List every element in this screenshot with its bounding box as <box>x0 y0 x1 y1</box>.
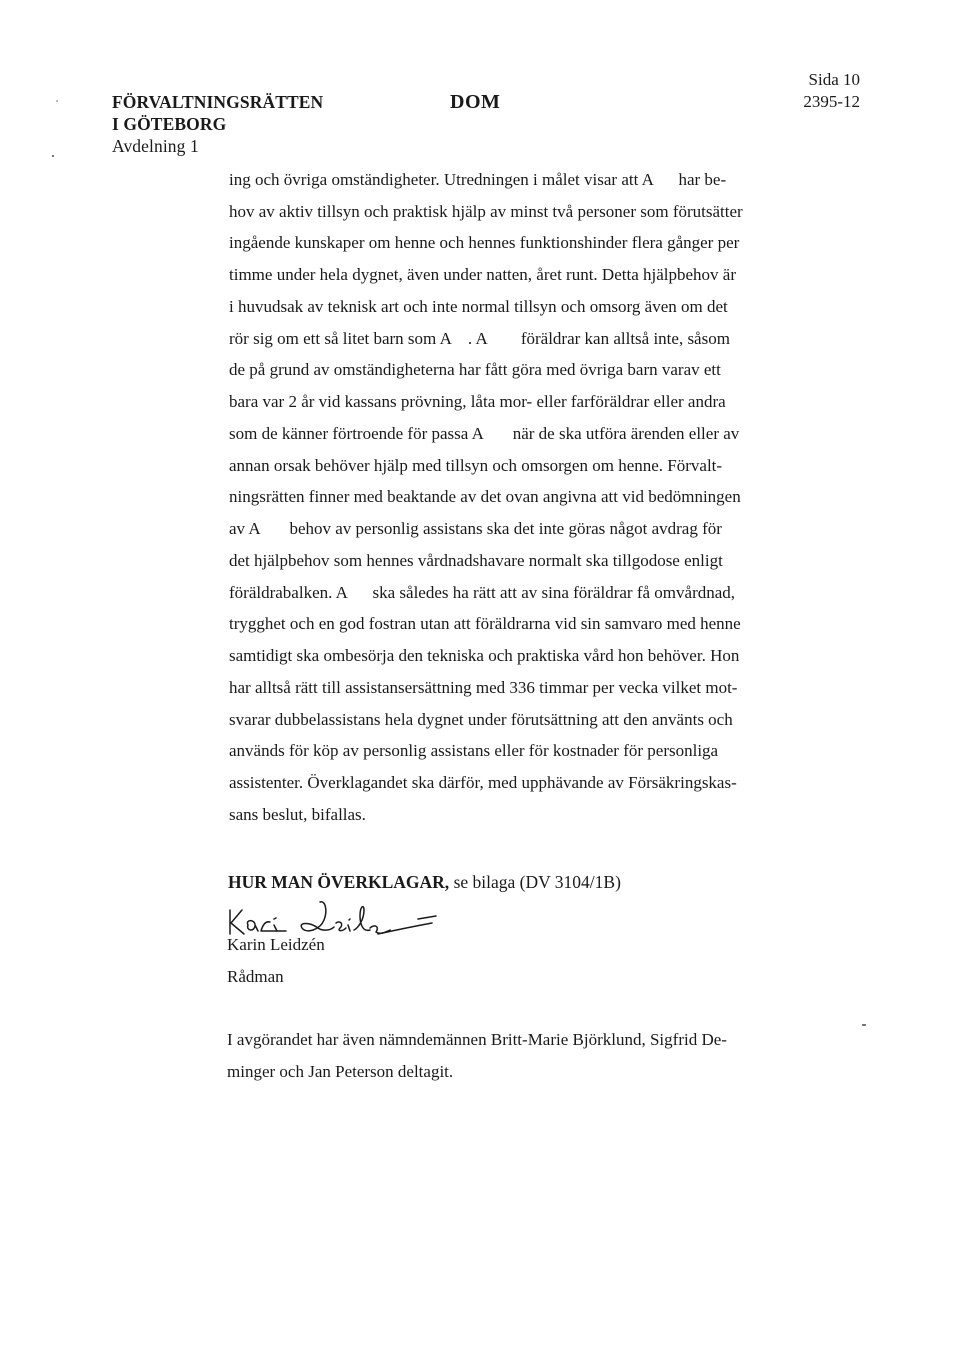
page-info <box>803 69 860 113</box>
body-line: det hjälpbehov som hennes vårdnadshavare normalt ska tillgodose enligt <box>229 551 723 570</box>
body-line: bara var 2 år vid kassans prövning, låta mor- eller farföräldrar eller andra <box>229 392 726 411</box>
body-line: trygghet och en god fostran utan att föräldrarna vid sin samvaro med henne <box>229 614 741 633</box>
judges-line: I avgörandet har även nämndemännen Britt-Marie Björklund, Sigfrid De- <box>227 1030 727 1049</box>
scan-mark <box>56 100 58 102</box>
court-name-line1: FÖRVALTNINGSRÄTTEN <box>112 92 324 112</box>
signer-title: Rådman <box>227 967 284 986</box>
page-number: Sida 10 <box>808 70 860 89</box>
body-line: svarar dubbelassistans hela dygnet under förutsättning att den använts och <box>229 710 733 729</box>
body-line: ningsrätten finner med beaktande av det ovan angivna att vid bedömningen <box>229 487 741 506</box>
judges-line: minger och Jan Peterson deltagit. <box>227 1062 454 1081</box>
body-line: annan orsak behöver hjälp med tillsyn och omsorgen om henne. Förvalt- <box>229 456 723 475</box>
body-line: föräldrabalken. A ska således ha rätt att av sina föräldrar få omvårdnad, <box>229 583 736 602</box>
scan-mark <box>52 155 54 157</box>
body-line: som de känner förtroende för passa A när de ska utföra ärenden eller av <box>229 424 740 443</box>
body-line: ing och övriga omständigheter. Utredningen i målet visar att A har be- <box>229 170 727 189</box>
signer-name: Karin Leidzén <box>227 935 325 954</box>
scan-mark <box>862 1024 866 1026</box>
body-line: ingående kunskaper om henne och hennes funktionshinder flera gånger per <box>229 233 740 252</box>
department-label: Avdelning 1 <box>112 136 199 156</box>
body-line: av A behov av personlig assistans ska det inte göras något avdrag för <box>229 519 722 538</box>
body-line: assistenter. Överklagandet ska därför, med upphävande av Försäkringskas- <box>229 773 737 792</box>
body-line: har alltså rätt till assistansersättning med 336 timmar per vecka vilket mot- <box>229 678 738 697</box>
body-line: hov av aktiv tillsyn och praktisk hjälp av minst två personer som förutsätter <box>229 202 743 221</box>
appeal-reference: se bilaga (DV 3104/1B) <box>449 872 621 892</box>
document-type-title: DOM <box>450 91 501 113</box>
court-header <box>112 91 323 157</box>
court-name-line2: I GÖTEBORG <box>112 114 227 134</box>
body-line: sans beslut, bifallas. <box>229 805 366 824</box>
body-line: i huvudsak av teknisk art och inte normal tillsyn och omsorg även om det <box>229 297 728 316</box>
body-line: samtidigt ska ombesörja den tekniska och praktiska vård hon behöver. Hon <box>229 646 740 665</box>
body-line: de på grund av omständigheterna har fått göra med övriga barn varav ett <box>229 360 721 379</box>
body-line: timme under hela dygnet, även under natten, året runt. Detta hjälpbehov är <box>229 265 736 284</box>
appeal-heading: HUR MAN ÖVERKLAGAR, <box>228 872 450 892</box>
case-number: 2395-12 <box>803 92 860 111</box>
body-line: rör sig om ett så litet barn som A . A föräldrar kan alltså inte, såsom <box>229 329 730 348</box>
body-line: används för köp av personlig assistans eller för kostnader för personliga <box>229 741 719 760</box>
